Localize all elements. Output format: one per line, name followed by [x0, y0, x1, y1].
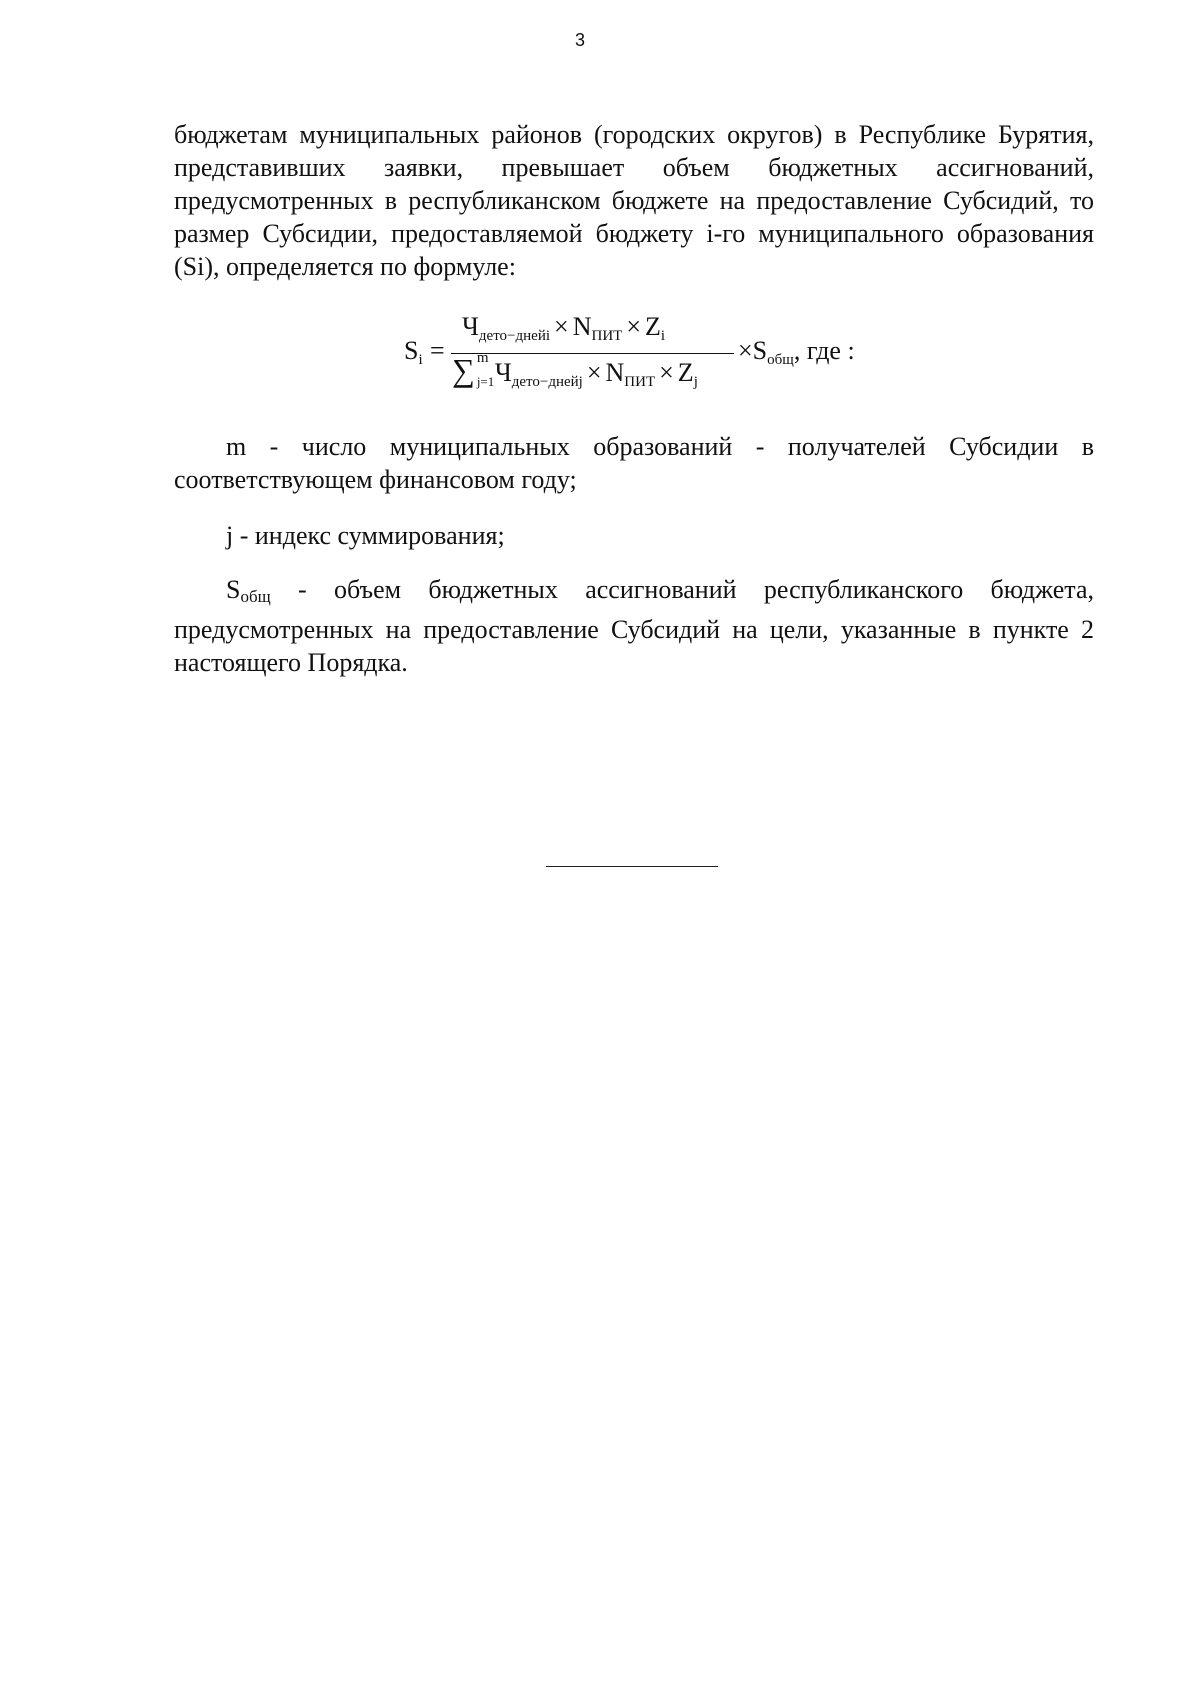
subsidy-formula: [404, 310, 904, 400]
s-symbol: S: [226, 575, 241, 604]
paragraph-intro: бюджетам муниципальных районов (городских округов) в Республике Бурятия, представивших заявки, превышает объем бюджетных ассигнований, предусмотренных в республиканском бюджете на предоставление Субсидий, то размер Субсидии, предоставляемой бюджету i-го муниципального образования (Si), определяется по формуле:: [174, 120, 1094, 281]
formula-lhs: Si: [404, 336, 423, 368]
paragraph-s-definition: [174, 573, 1094, 679]
formula-denominator: ∑ m j=1 Чдето−днейj × NПИТ × Zj: [452, 350, 698, 390]
s-definition-text: - объем бюджетных ассигнований республиканского бюджета, предусмотренных на предоставление Субсидий на цели, указанные в пункте 2 настоящего Порядка.: [174, 575, 1094, 677]
paragraph-j-definition: j - индекс суммирования;: [226, 521, 505, 550]
s-symbol-subscript: общ: [240, 587, 271, 606]
formula-equals: =: [430, 336, 445, 365]
formula-numerator: Чдето−днейi × NПИТ × Zi: [462, 312, 666, 344]
paragraph-m-definition: m - число муниципальных образований - получателей Субсидии в соответствующем финансовом году;: [174, 432, 1094, 494]
page-number: 3: [574, 30, 585, 50]
formula-rhs: ×Sобщ, где :: [738, 336, 855, 368]
end-of-document-rule: [546, 866, 718, 867]
